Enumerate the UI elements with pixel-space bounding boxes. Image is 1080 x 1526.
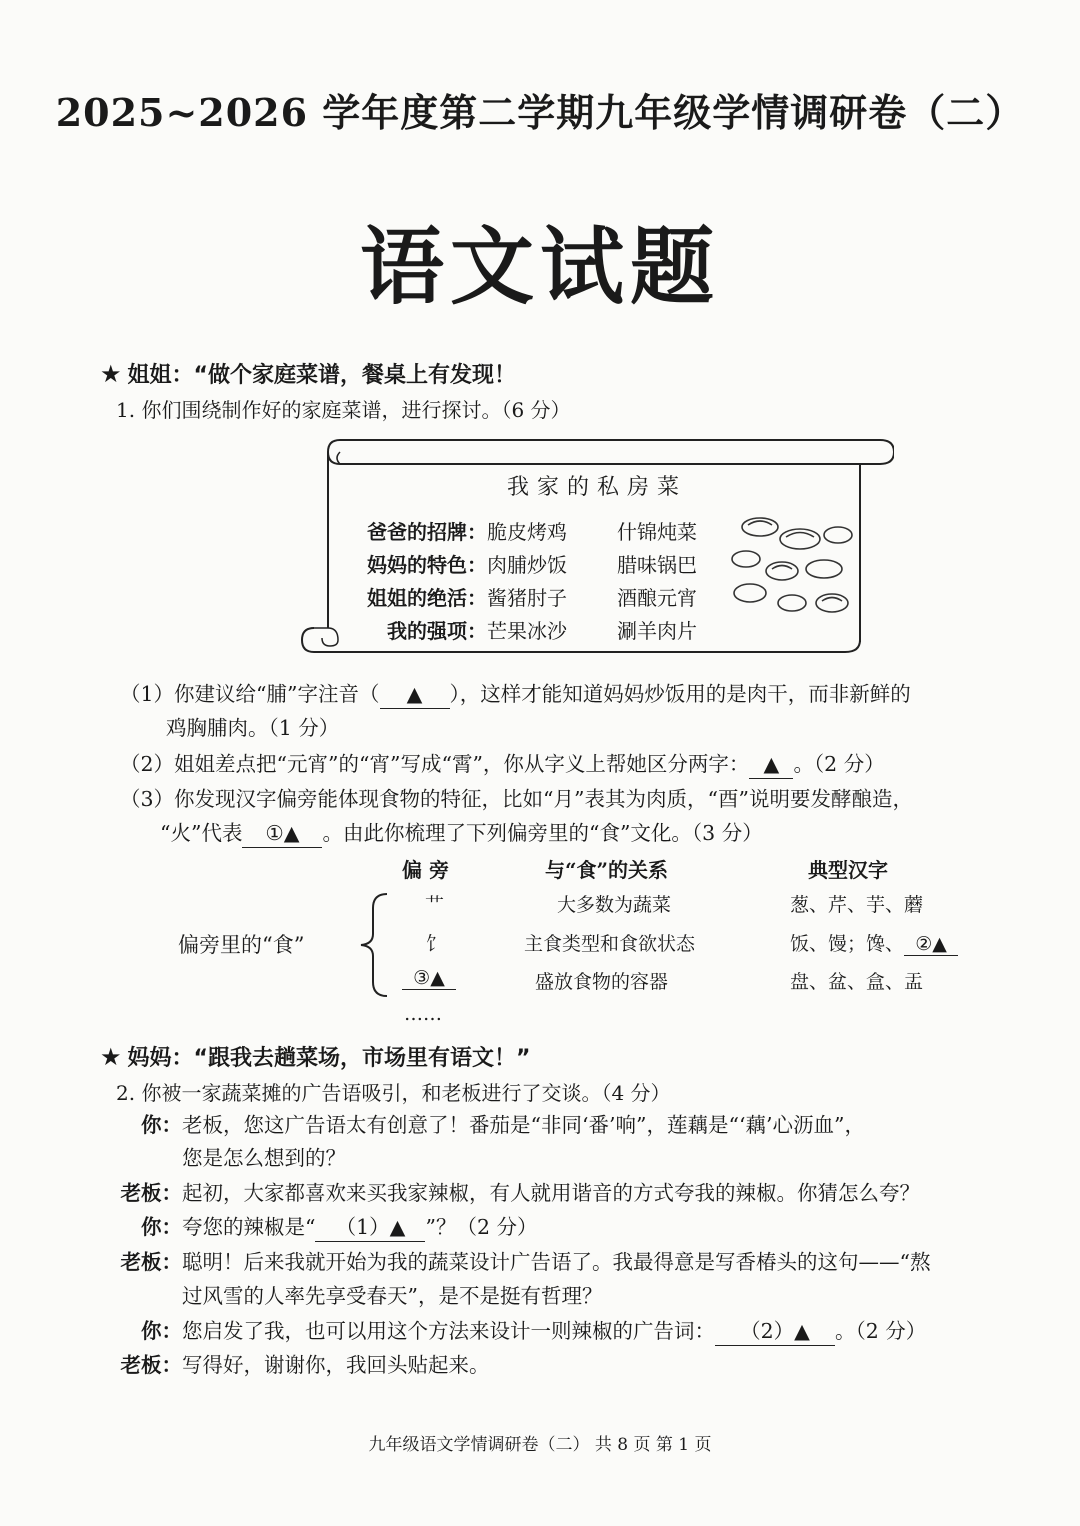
subquestion-1-line2: 鸡胸脯肉。（1 分） (166, 716, 340, 740)
menu-row (355, 516, 697, 545)
star-icon: ★ (100, 360, 122, 388)
dialogue-speaker: 你： (141, 1215, 182, 1239)
dialogue-text: 。（2 分） (835, 1319, 927, 1343)
dialogue-line (112, 1112, 865, 1139)
menu-label: 爸爸的招牌： (367, 520, 487, 544)
dialogue-line (112, 1249, 930, 1276)
brace-icon (355, 890, 395, 1000)
table-header-relation: 与“食”的关系 (545, 858, 669, 882)
question-2-stem: 2. 你被一家蔬菜摊的广告语吸引，和老板进行了交谈。（4 分） (116, 1081, 671, 1105)
dialogue-text: 过风雪的人率先享受春天”，是不是挺有哲理？ (182, 1284, 603, 1308)
dialogue-line (112, 1318, 926, 1346)
answer-blank[interactable]: ②▲ (904, 933, 958, 956)
dialogue-text: 聪明！后来我就开始为我的蔬菜设计广告语了。我最得意是写香椿头的这句——“熬 (182, 1250, 931, 1274)
dialogue-speaker: 老板： (120, 1181, 182, 1205)
menu-dish: 酒酿元宵 (617, 586, 697, 610)
menu-dish: 肉脯炒饭 (487, 553, 567, 577)
menu-dish: 芒果冰沙 (487, 619, 567, 643)
subquestion-3: （3）你发现汉字偏旁能体现食物的特征，比如“月”表其为肉质，“酉”说明要发酵酿造， (120, 787, 913, 811)
answer-blank[interactable]: （2）▲ (715, 1318, 835, 1346)
page-footer: 九年级语文学情调研卷（二） 共 8 页 第 1 页 (368, 1435, 712, 1455)
menu-row (355, 582, 697, 611)
table-chars-text: 饭、馒；馋、 (790, 933, 905, 955)
subquestion-1-text: （1）你建议给“脯”字注音（ (120, 682, 380, 706)
dialogue-text: ”？（2 分） (425, 1215, 538, 1239)
table-relation: 大多数为蔬菜 (557, 894, 672, 916)
menu-dish: 什锦炖菜 (617, 520, 697, 544)
answer-blank[interactable]: （1）▲ (315, 1214, 425, 1242)
food-dishes-icon (720, 505, 860, 625)
dialogue-speaker: 你： (141, 1319, 182, 1343)
section-1-heading (100, 358, 516, 389)
menu-label: 姐姐的绝活： (367, 586, 487, 610)
answer-blank[interactable]: ①▲ (242, 820, 322, 848)
table-ellipsis: …… (404, 1003, 442, 1025)
section-1-heading-text: 姐姐：“做个家庭菜谱，餐桌上有发现！ (127, 363, 516, 388)
table-chars: 葱、芹、芋、蘑 (790, 894, 924, 916)
subquestion-1 (120, 681, 911, 709)
menu-row (355, 549, 697, 578)
dialogue-line (112, 1352, 490, 1379)
subquestion-1-text-cont: ），这样才能知道妈妈炒饭用的是肉干，而非新鲜的 (449, 682, 911, 706)
dialogue-line (182, 1145, 346, 1172)
dialogue-line (112, 1180, 920, 1207)
menu-label: 我的强项： (387, 619, 487, 643)
dialogue-text: 写得好，谢谢你，我回头贴起来。 (182, 1353, 490, 1377)
dialogue-line (112, 1214, 538, 1242)
menu-row (355, 615, 697, 644)
dialogue-text: 老板，您这广告语太有创意了！番茄是“非同‘番’响”，莲藕是“‘藕’心沥血”， (182, 1113, 865, 1137)
dialogue-speaker: 老板： (120, 1250, 182, 1274)
dialogue-text: 夸您的辣椒是“ (182, 1215, 316, 1239)
dialogue-text: 起初，大家都喜欢来买我家辣椒，有人就用谐音的方式夸我的辣椒。你猜怎么夸？ (182, 1181, 920, 1205)
menu-title: 我家的私房菜 (506, 475, 687, 500)
table-header-chars: 典型汉字 (808, 858, 888, 882)
menu-dish: 酱猪肘子 (487, 586, 567, 610)
section-2-heading (100, 1041, 530, 1072)
dialogue-line (182, 1283, 602, 1310)
menu-dish: 脆皮烤鸡 (487, 520, 567, 544)
answer-blank[interactable]: ▲ (749, 751, 793, 779)
table-relation: 主食类型和食欲状态 (524, 933, 696, 955)
section-2-heading-text: 妈妈：“跟我去趟菜场，市场里有语文！” (127, 1046, 531, 1071)
table-relation: 盛放食物的容器 (535, 971, 669, 993)
table-chars (790, 929, 958, 956)
table-header-radical: 偏 旁 (402, 858, 449, 882)
exam-title: 2025~2026 学年度第二学期九年级学情调研卷（二） (55, 90, 1025, 135)
answer-blank[interactable]: ③▲ (402, 967, 456, 990)
subquestion-3-text: “火”代表 (160, 821, 243, 845)
dialogue-speaker: 老板： (120, 1353, 182, 1377)
subquestion-2 (120, 751, 885, 779)
dialogue-text: 您启发了我，也可以用这个方法来设计一则辣椒的广告词： (182, 1319, 715, 1343)
table-chars: 盘、盆、盒、盂 (790, 971, 924, 993)
table-radical: 艹 (425, 894, 445, 916)
subject-title: 语文试题 (359, 217, 720, 316)
subquestion-2-text: （2）姐姐差点把“元宵”的“宵”写成“霄”，你从字义上帮她区分两字： (120, 752, 750, 776)
dialogue-speaker: 你： (141, 1113, 182, 1137)
answer-blank[interactable]: ▲ (380, 681, 450, 709)
menu-dish: 涮羊肉片 (617, 619, 697, 643)
dialogue-text: 您是怎么想到的？ (182, 1146, 346, 1170)
table-group-label: 偏旁里的“食” (178, 933, 305, 957)
menu-dish: 腊味锅巴 (617, 553, 697, 577)
table-radical: 饣 (426, 933, 446, 955)
subquestion-2-score: 。（2 分） (793, 752, 885, 776)
menu-label: 妈妈的特色： (367, 553, 487, 577)
star-icon: ★ (100, 1043, 122, 1071)
subquestion-3-text-cont: 。由此你梳理了下列偏旁里的“食”文化。（3 分） (322, 821, 763, 845)
subquestion-3-line2 (160, 820, 763, 848)
table-radical (402, 967, 456, 990)
question-1-stem: 1. 你们围绕制作好的家庭菜谱，进行探讨。（6 分） (116, 398, 571, 422)
